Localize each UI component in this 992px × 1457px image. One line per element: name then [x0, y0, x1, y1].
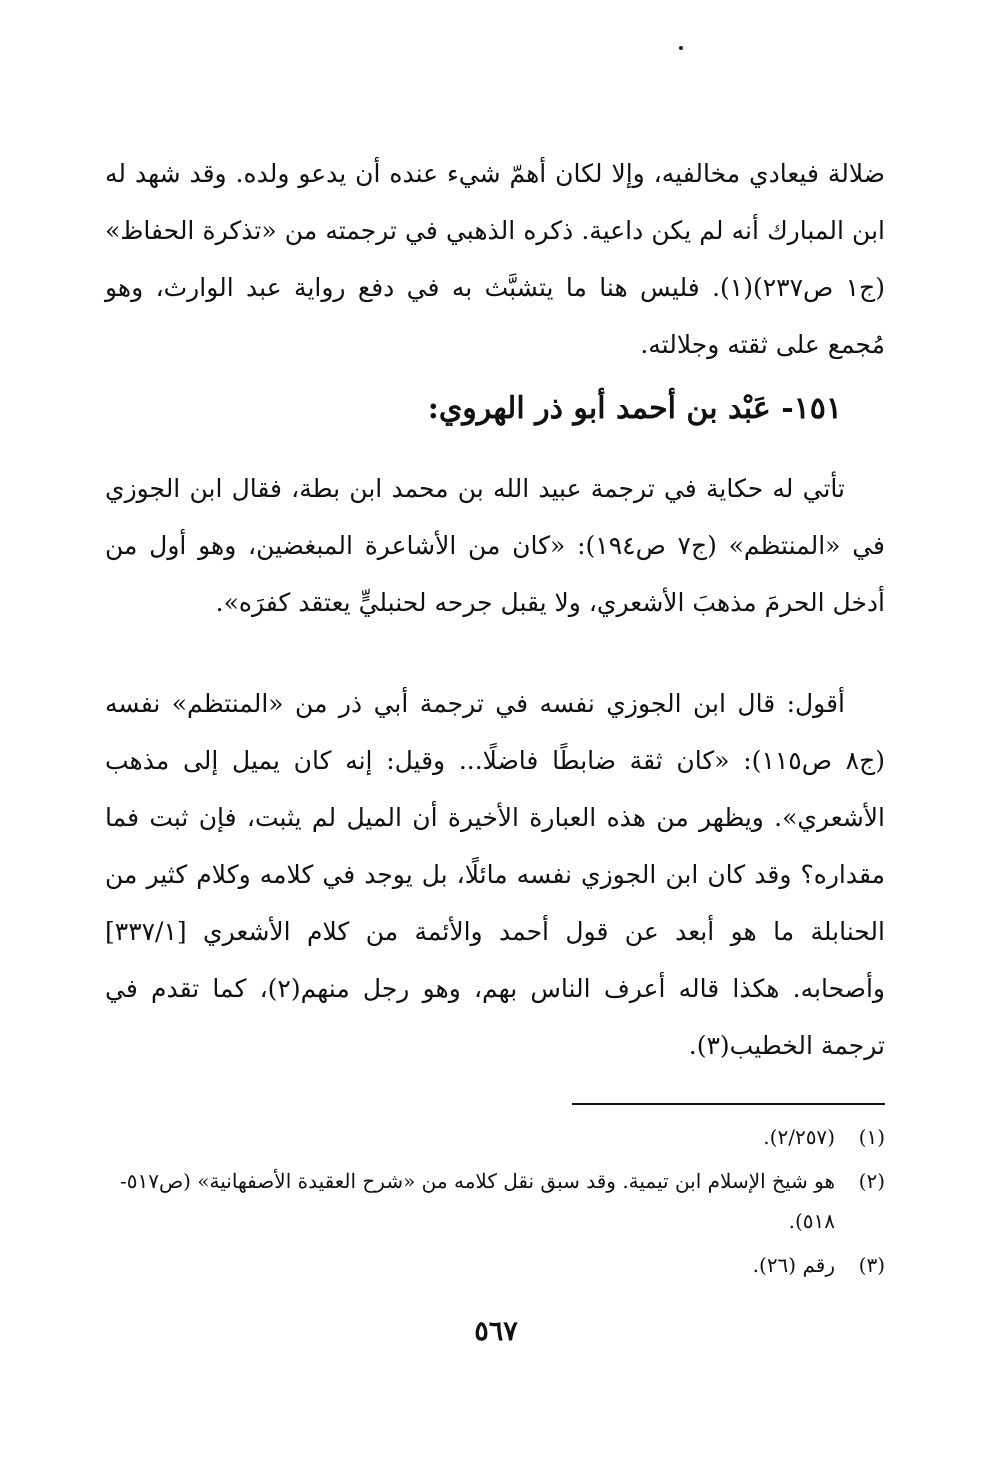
entry-heading-abu-dharr: ١٥١- عَبْد بن أحمد أبو ذر الهروي: [427, 391, 842, 426]
paragraph-ibn-al-jawzi-quote: تأتي له حكاية في ترجمة عبيد الله بن محمد ابن بطة، فقال ابن الجوزي في «المنتظم» (ج٧ ص١٩٤): «كان من الأشاعرة المبغضين، وهو أول من أدخل الحرمَ مذهبَ الأشعري، ولا يقبل جرحه لحنبليٍّ يعتقد كفرَه». [105, 474, 885, 617]
paragraph-abd-al-warith: ضلالة فيعادي مخالفيه، وإلا لكان أهمّ شيء عنده أن يدعو ولده. وقد شهد له ابن المبارك أنه لم يكن داعية. ذكره الذهبي في ترجمته من «تذكرة الحفاظ» (ج١ ص٢٣٧)(١). فليس هنا ما يتشبَّث به في دفع رواية عبد الوارث، وهو مُجمع على ثقته وجلالته. [105, 159, 886, 359]
footnote-3 [105, 1245, 885, 1285]
footnote-text: هو شيخ الإسلام ابن تيمية. وقد سبق نقل كلامه من «شرح العقيدة الأصفهانية» (ص٥١٧- ٥١٨). [119, 1169, 835, 1233]
footnote-number: (١) [858, 1125, 885, 1149]
footnote-number: (٣) [858, 1253, 885, 1277]
page-number: ٥٦٧ [474, 1316, 518, 1347]
footnote-text: (٢/٢٥٧). [763, 1125, 835, 1149]
footnote-text: رقم (٢٦). [752, 1253, 835, 1277]
footnote-2 [105, 1161, 885, 1241]
paragraph-author-response: أقول: قال ابن الجوزي نفسه في ترجمة أبي ذر من «المنتظم» نفسه (ج٨ ص١١٥): «كان ثقة ضابطًا فاضلًا... وقيل: إنه كان يميل إلى مذهب الأشعري». ويظهر من هذه العبارة الأخيرة أن الميل لم يثبت، فإن ثبت فما مقداره؟ وقد كان ابن الجوزي نفسه مائلًا، بل يوجد في كلامه وكلام كثير من الحنابلة ما هو أبعد عن قول أحمد والأئمة من كلام الأشعري [٣٣٧/١] وأصحابه. هكذا قاله أعرف الناس بهم، وهو رجل منهم(٢)، كما تقدم في ترجمة الخطيب(٣). [105, 689, 885, 1060]
footnote-number: (٢) [858, 1169, 885, 1193]
footnote-separator [572, 1103, 885, 1105]
printer-dot-mark [679, 46, 683, 50]
footnotes-list [105, 1117, 885, 1289]
footnote-1 [105, 1117, 885, 1157]
